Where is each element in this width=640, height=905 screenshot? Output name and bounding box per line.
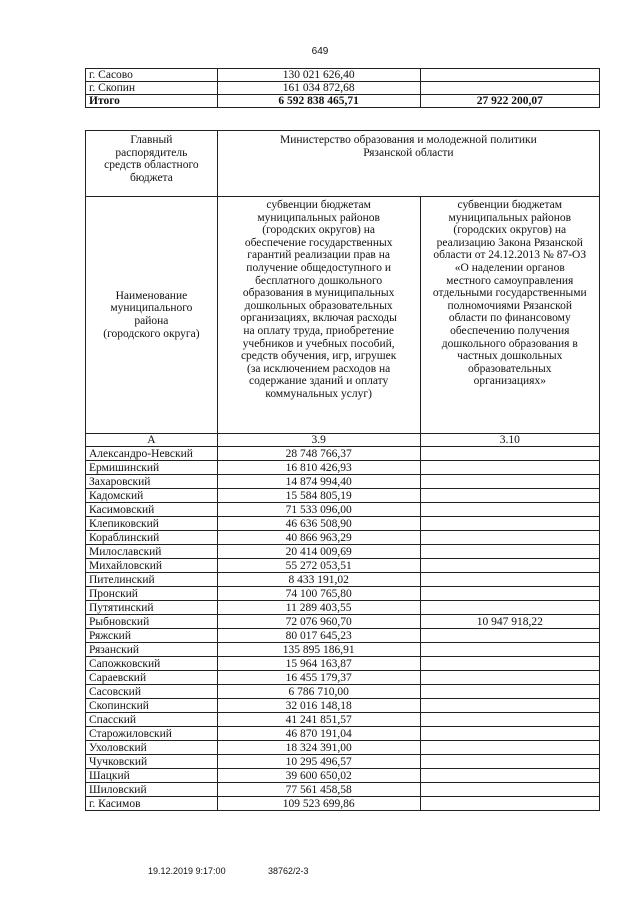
- amount-cell: [420, 713, 599, 727]
- district-name: Сапожковский: [86, 657, 218, 671]
- table-row: [86, 82, 600, 95]
- amount-cell: 135 895 186,91: [217, 643, 420, 657]
- table-row: [86, 699, 600, 713]
- table-row: [86, 69, 600, 82]
- column-letter: 3.10: [420, 434, 599, 447]
- amount-cell: [420, 699, 599, 713]
- column-letter: А: [86, 434, 218, 447]
- table-row: [86, 559, 600, 573]
- district-name: г. Сасово: [86, 69, 218, 82]
- district-name: Клепиковский: [86, 517, 218, 531]
- amount-cell: [420, 657, 599, 671]
- table-row: [86, 601, 600, 615]
- district-name: Рязанский: [86, 643, 218, 657]
- amount-cell: 40 866 963,29: [217, 531, 420, 545]
- amount-cell: [420, 69, 599, 82]
- table-row: [86, 615, 600, 629]
- amount-cell: 77 561 458,58: [217, 783, 420, 797]
- district-rows: [86, 447, 600, 811]
- amount-cell: [420, 461, 599, 475]
- amount-cell: 15 964 163,87: [217, 657, 420, 671]
- print-datetime: 19.12.2019 9:17:00: [148, 866, 226, 876]
- table-row: [86, 503, 600, 517]
- amount-cell: [420, 643, 599, 657]
- amount-cell: 72 076 960,70: [217, 615, 420, 629]
- page-number: 649: [311, 46, 329, 57]
- amount-cell: [420, 573, 599, 587]
- amount-cell: [420, 783, 599, 797]
- amount-cell: 80 017 645,23: [217, 629, 420, 643]
- district-name: Шацкий: [86, 769, 218, 783]
- amount-cell: 55 272 053,51: [217, 559, 420, 573]
- table-row: [86, 713, 600, 727]
- table-row: [86, 671, 600, 685]
- amount-cell: [420, 475, 599, 489]
- table-row: [86, 545, 600, 559]
- amount-cell: 161 034 872,68: [217, 82, 420, 95]
- table-row: [86, 769, 600, 783]
- table-row: [86, 657, 600, 671]
- amount-cell: 32 016 148,18: [217, 699, 420, 713]
- amount-cell: [420, 685, 599, 699]
- district-name: Кораблинский: [86, 531, 218, 545]
- amount-cell: 39 600 650,02: [217, 769, 420, 783]
- district-name: Ермишинский: [86, 461, 218, 475]
- district-name: Рыбновский: [86, 615, 218, 629]
- amount-cell: [420, 797, 599, 811]
- amount-cell: 15 584 805,19: [217, 489, 420, 503]
- amount-cell: 46 870 191,04: [217, 727, 420, 741]
- amount-cell: [420, 531, 599, 545]
- district-name: Милославский: [86, 545, 218, 559]
- amount-cell: [420, 741, 599, 755]
- table-row: [86, 685, 600, 699]
- document-code: 38762/2-3: [268, 866, 309, 876]
- amount-cell: 11 289 403,55: [217, 601, 420, 615]
- district-name: Захаровский: [86, 475, 218, 489]
- table-row: [86, 783, 600, 797]
- amount-cell: 20 414 009,69: [217, 545, 420, 559]
- district-name: Ухоловский: [86, 741, 218, 755]
- amount-cell: [420, 755, 599, 769]
- amount-cell: 16 810 426,93: [217, 461, 420, 475]
- district-name: Михайловский: [86, 559, 218, 573]
- amount-cell: [420, 727, 599, 741]
- table-row: [86, 447, 600, 461]
- table-row: [86, 587, 600, 601]
- district-name: Скопинский: [86, 699, 218, 713]
- amount-cell: 10 295 496,57: [217, 755, 420, 769]
- amount-cell: 18 324 391,00: [217, 741, 420, 755]
- amount-cell: [420, 587, 599, 601]
- amount-cell: 46 636 508,90: [217, 517, 420, 531]
- district-name: Путятинский: [86, 601, 218, 615]
- table-row: [86, 573, 600, 587]
- district-name: Пителинский: [86, 573, 218, 587]
- table-row: [86, 755, 600, 769]
- table-row: [86, 461, 600, 475]
- table-row: [86, 643, 600, 657]
- amount-cell: [420, 559, 599, 573]
- table-row: [86, 727, 600, 741]
- amount-cell: [420, 489, 599, 503]
- table-row: [86, 489, 600, 503]
- district-name: Касимовский: [86, 503, 218, 517]
- district-name: Кадомский: [86, 489, 218, 503]
- district-name: Чучковский: [86, 755, 218, 769]
- district-name: г. Скопин: [86, 82, 218, 95]
- amount-cell: 130 021 626,40: [217, 69, 420, 82]
- table-row: [86, 475, 600, 489]
- district-name: Александро-Невский: [86, 447, 218, 461]
- amount-cell: [420, 503, 599, 517]
- header-row-distributor: [86, 131, 600, 197]
- table-row: [86, 797, 600, 811]
- amount-cell: 109 523 699,86: [217, 797, 420, 811]
- district-name: Сасовский: [86, 685, 218, 699]
- total-amount-2: 27 922 200,07: [420, 95, 599, 108]
- table-row: [86, 531, 600, 545]
- district-name: Шиловский: [86, 783, 218, 797]
- total-label: Итого: [86, 95, 218, 108]
- district-name: Старожиловский: [86, 727, 218, 741]
- amount-cell: 41 241 851,57: [217, 713, 420, 727]
- total-amount-1: 6 592 838 465,71: [217, 95, 420, 108]
- ministry-header: Министерство образования и молодежной политики Рязанской области: [217, 131, 599, 197]
- continuation-table: [85, 68, 600, 108]
- column-header-3-9: субвенции бюджетам муниципальных районов (городских округов) на обеспечение государственных гарантий реализации прав на получение общедоступного и бесплатного дошкольного образования в муниципальных дошкольных образовательных организациях, включая расходы на оплату труда, приобретение учебников и учебных пособий, средств обучения, игр, игрушек (за исключением расходов на содержание зданий и оплату коммунальных услуг): [217, 197, 420, 434]
- amount-cell: [420, 601, 599, 615]
- column-letter: 3.9: [217, 434, 420, 447]
- amount-cell: 28 748 766,37: [217, 447, 420, 461]
- district-name-header: Наименование муниципального района (городского округа): [86, 197, 218, 434]
- amount-cell: [420, 769, 599, 783]
- amount-cell: 8 433 191,02: [217, 573, 420, 587]
- amount-cell: 6 786 710,00: [217, 685, 420, 699]
- district-name: Сараевский: [86, 671, 218, 685]
- district-name: г. Касимов: [86, 797, 218, 811]
- total-row: [86, 95, 600, 108]
- column-numbering-row: [86, 434, 600, 447]
- district-name: Ряжский: [86, 629, 218, 643]
- main-distributor-header: Главный распорядитель средств областного бюджета: [86, 131, 218, 197]
- amount-cell: [420, 671, 599, 685]
- amount-cell: [420, 82, 599, 95]
- header-row-columns: [86, 197, 600, 434]
- amount-cell: 71 533 096,00: [217, 503, 420, 517]
- amount-cell: [420, 629, 599, 643]
- column-header-3-10: субвенции бюджетам муниципальных районов (городских округов) на реализацию Закона Рязанской области от 24.12.2013 № 87-ОЗ «О наделении органов местного самоуправления отдельными государственными полномочиями Рязанской области по финансовому обеспечению получения дошкольного образования в частных дошкольных образовательных организациях»: [420, 197, 599, 434]
- amount-cell: 74 100 765,80: [217, 587, 420, 601]
- amount-cell: 16 455 179,37: [217, 671, 420, 685]
- table-row: [86, 741, 600, 755]
- table-row: [86, 517, 600, 531]
- amount-cell: [420, 545, 599, 559]
- table-row: [86, 629, 600, 643]
- amount-cell: 14 874 994,40: [217, 475, 420, 489]
- subventions-table: [85, 130, 600, 811]
- district-name: Пронский: [86, 587, 218, 601]
- amount-cell: [420, 447, 599, 461]
- amount-cell: 10 947 918,22: [420, 615, 599, 629]
- district-name: Спасский: [86, 713, 218, 727]
- amount-cell: [420, 517, 599, 531]
